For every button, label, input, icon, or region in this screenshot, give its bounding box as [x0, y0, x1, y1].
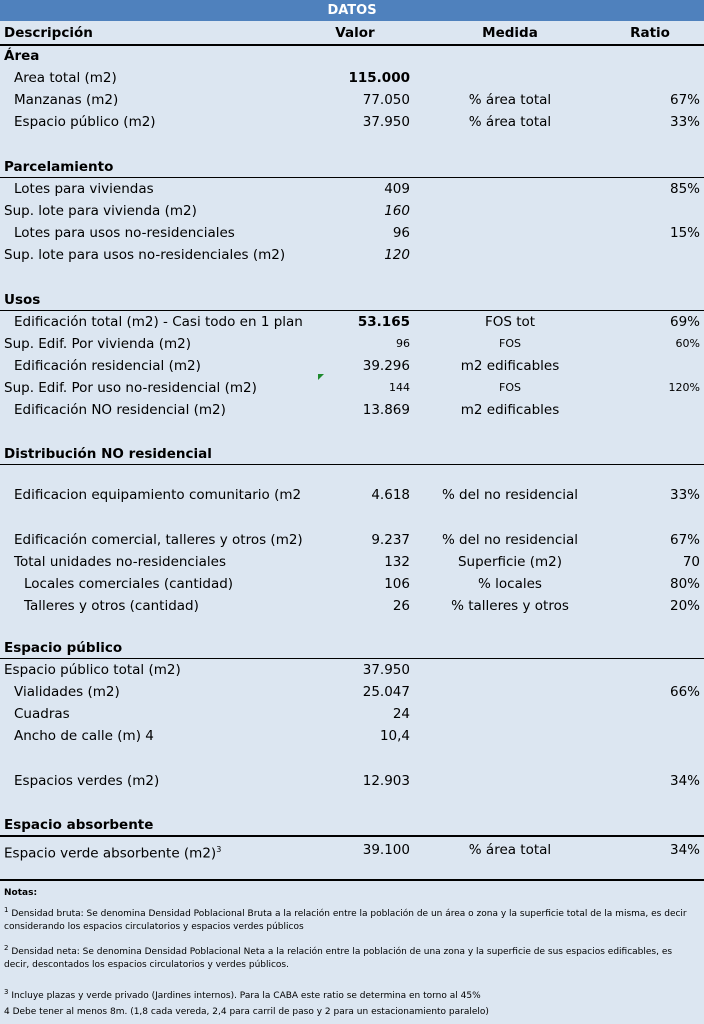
table-row: Espacios verdes (m2) 12.903 34% — [14, 773, 700, 789]
note-3: $^3$ Incluye plazas y verde privado (Jardines internos). Para la CABA este ratio se determina en torno al 45% — [4, 988, 481, 1001]
section-espacio-absorbente-title: Espacio absorbente — [0, 815, 704, 837]
table-title: DATOS — [0, 0, 704, 21]
note-1: $^1$ Densidad bruta: Se denomina Densidad Poblacional Bruta a la relación entre la población de un área o zona y la superficie total de la misma, es decir considerando los espacios circulatorios y espacios verdes públicos — [4, 906, 687, 932]
note-4: 4 Debe tener al menos 8m. (1,8 cada vereda, 2,4 para carril de paso y 2 para un estacionamiento paralelo) — [4, 1007, 489, 1017]
note-2: $^2$ Densidad neta: Se denomina Densidad Poblacional Neta a la relación entre la población de una zona y la superficie de sus espacios edificables, es decir, descontados los espacios circulatorios y verdes públicos. — [4, 944, 673, 970]
section-parcelamiento-title: Parcelamiento — [0, 157, 704, 178]
section-usos-title: Usos — [0, 290, 704, 311]
table-row: Sup. Edif. Por vivienda (m2) 96 FOS 60% — [4, 336, 700, 352]
table-row: Sup. lote para usos no-residenciales (m2) 120 — [4, 247, 410, 263]
header-valor: Valor — [335, 25, 375, 41]
table-row: Edificación residencial (m2) 39.296 m2 edificables — [14, 358, 560, 374]
section-area-title: Área — [4, 48, 40, 64]
column-header-row — [0, 22, 704, 46]
table-row: Espacio público total (m2) 37.950 — [4, 662, 410, 678]
table-row: Total unidades no-residenciales 132 Superficie (m2) 70 — [14, 554, 700, 570]
table-row: Espacio público (m2) 37.950 % área total 33% — [14, 114, 700, 130]
table-row: Edificación NO residencial (m2) 13.869 m2 edificables — [14, 402, 560, 418]
table-row: Area total (m2) 115.000 — [14, 70, 410, 86]
table-row: Talleres y otros (cantidad) 26 % talleres y otros 20% — [24, 598, 700, 614]
table-row: Sup. Edif. Por uso no-residencial (m2) 144 FOS 120% — [4, 380, 700, 396]
divider — [0, 879, 704, 881]
table-row: Vialidades (m2) 25.047 66% — [14, 684, 700, 700]
table-row: Ancho de calle (m) 4 10,4 — [14, 728, 410, 744]
table-row: Manzanas (m2) 77.050 % área total 67% — [14, 92, 700, 108]
table-row: Edificacion equipamiento comunitario (m2 4.618 % del no residencial 33% — [14, 487, 700, 503]
table-row: Cuadras 24 — [14, 706, 410, 722]
header-descripcion: Descripción — [4, 25, 93, 41]
table-row: Lotes para usos no-residenciales 96 15% — [14, 225, 700, 241]
table-row: Espacio verde absorbente $(m2)^3$ 39.100 % área total 34% — [4, 842, 700, 862]
notes-title: Notas: — [4, 888, 38, 898]
header-medida: Medida — [482, 25, 538, 41]
header-ratio: Ratio — [630, 25, 670, 41]
table-row: Locales comerciales (cantidad) 106 % locales 80% — [24, 576, 700, 592]
table-row: Sup. lote para vivienda (m2) 160 — [4, 203, 410, 219]
table-row: Edificación comercial, talleres y otros (m2) 9.237 % del no residencial 67% — [14, 532, 700, 548]
section-espacio-publico-title: Espacio público — [0, 638, 704, 659]
section-distribucion-title: Distribución NO residencial — [0, 444, 704, 465]
table-row: Lotes para viviendas 409 85% — [14, 181, 700, 197]
table-row: Edificación total (m2) - Casi todo en 1 plan 53.165 FOS tot 69% — [14, 314, 700, 330]
